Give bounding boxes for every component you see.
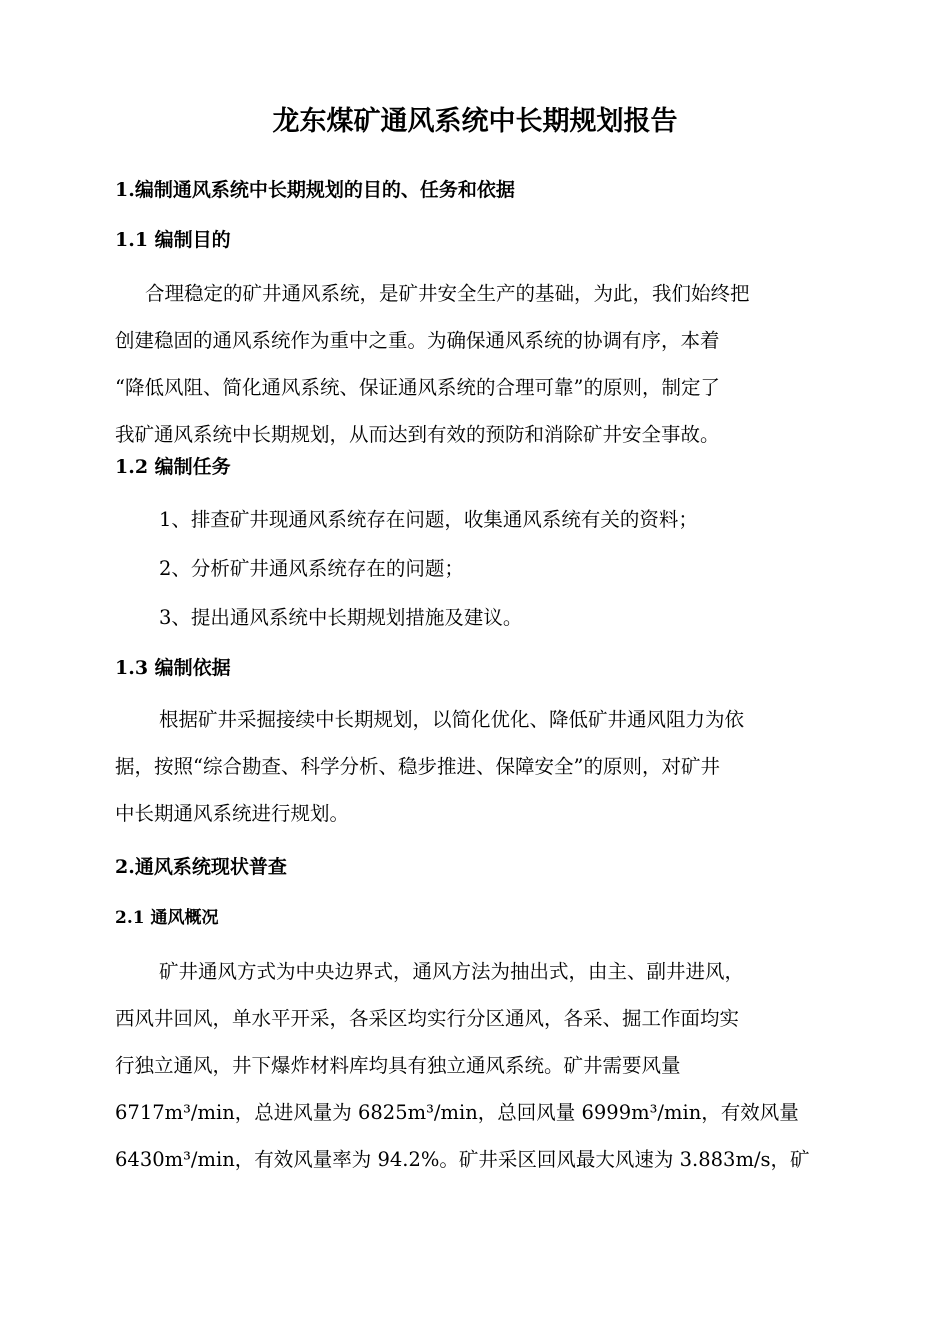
paragraph-line: 据，按照“综合勘查、科学分析、稳步推进、保障安全”的原则，对矿井 [115,755,720,778]
section-2-1-paragraph [115,948,835,1183]
section-1-2-heading: 1.2 编制任务 [115,456,231,478]
paragraph-line: 6430m³/min，有效风量率为 94.2%。矿井采区回风最大风速为 3.883m/s，矿 [115,1148,810,1171]
paragraph-line: 根据矿井采掘接续中长期规划，以简化优化、降低矿井通风阻力为依 [159,708,745,731]
paragraph-line: 我矿通风系统中长期规划，从而达到有效的预防和消除矿井安全事故。 [115,423,720,446]
paragraph-line: “降低风阻、简化通风系统、保证通风系统的合理可靠”的原则，制定了 [115,376,720,399]
task-list-item: 3、提出通风系统中长期规划措施及建议。 [159,606,523,629]
document-title: 龙东煤矿通风系统中长期规划报告 [272,106,678,137]
paragraph-line: 6717m³/min，总进风量为 6825m³/min，总回风量 6999m³/min，有效风量 [115,1101,799,1124]
task-list-item: 1、排查矿井现通风系统存在问题，收集通风系统有关的资料； [159,508,698,531]
paragraph-line: 西风井回风，单水平开采，各采区均实行分区通风，各采、掘工作面均实 [115,1007,740,1030]
section-1-1-heading: 1.1 编制目的 [115,229,231,251]
paragraph-line: 合理稳定的矿井通风系统，是矿井安全生产的基础，为此，我们始终把 [145,282,750,305]
section-1-heading: 1.编制通风系统中长期规划的目的、任务和依据 [115,179,515,201]
section-2-heading: 2.通风系统现状普查 [115,856,287,878]
paragraph-line: 中长期通风系统进行规划。 [115,802,350,825]
section-2-1-heading: 2.1 通风概况 [115,908,219,928]
task-list-item: 2、分析矿井通风系统存在的问题； [159,557,464,580]
section-1-1-paragraph [115,270,835,458]
section-1-3-paragraph [115,696,835,837]
section-1-3-heading: 1.3 编制依据 [115,657,231,679]
paragraph-line: 行独立通风，井下爆炸材料库均具有独立通风系统。矿井需要风量 [115,1054,681,1077]
paragraph-line: 创建稳固的通风系统作为重中之重。为确保通风系统的协调有序，本着 [115,329,720,352]
paragraph-line: 矿井通风方式为中央边界式，通风方法为抽出式，由主、副井进风， [159,960,745,983]
